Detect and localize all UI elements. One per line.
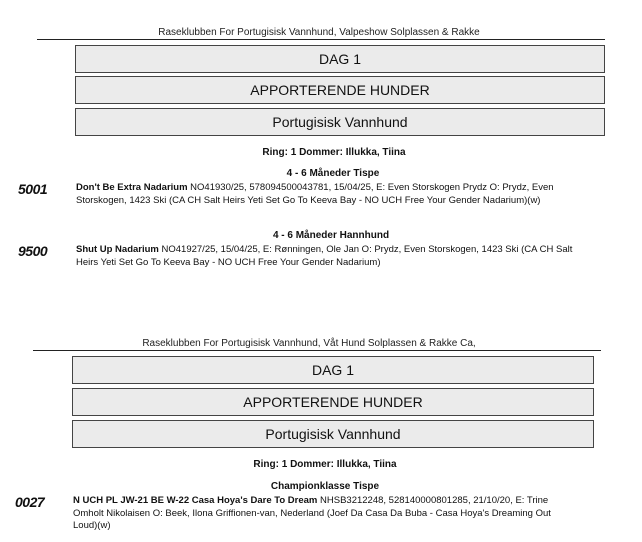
ring-judge-line: Ring: 1 Dommer: Illukka, Tiina <box>253 459 397 470</box>
class-title: 4 - 6 Måneder Hannhund <box>272 230 390 241</box>
group-banner: APPORTERENDE HUNDER <box>75 76 605 104</box>
class-title: 4 - 6 Måneder Tispe <box>286 168 380 179</box>
catalog-number: 0027 <box>15 494 45 510</box>
header-divider <box>33 350 601 351</box>
group-banner: APPORTERENDE HUNDER <box>72 388 594 416</box>
entry-description <box>76 244 576 269</box>
catalog-number: 5001 <box>18 181 48 197</box>
ring-judge-line: Ring: 1 Dommer: Illukka, Tiina <box>262 147 406 158</box>
catalog-number: 9500 <box>18 243 48 259</box>
class-title: Championklasse Tispe <box>270 481 380 492</box>
header-divider <box>37 39 605 40</box>
dog-details: NO41930/25, 578094500043781, 15/04/25, E: Even Storskogen Prydz O: Prydz, Even Storskogen, 1423 Ski (CA CH Salt Heirs Yeti Set Go To Keeva Bay - NO UCH Free Your Gender Nadarium)(w) <box>76 182 554 206</box>
breed-banner: Portugisisk Vannhund <box>75 108 605 136</box>
day-banner: DAG 1 <box>75 45 605 73</box>
dog-name: Don't Be Extra Nadarium <box>76 182 188 193</box>
dog-details: NO41927/25, 15/04/25, E: Rønningen, Ole Jan O: Prydz, Even Storskogen, 1423 Ski (CA CH Salt Heirs Yeti Set Go To Keeva Bay - NO UCH Free Your Gender Nadarium) <box>76 244 573 268</box>
entry-description <box>73 495 573 533</box>
breed-banner: Portugisisk Vannhund <box>72 420 594 448</box>
club-header: Raseklubben For Portugisisk Vannhund, Valpeshow Solplassen & Rakke <box>158 27 480 38</box>
day-banner: DAG 1 <box>72 356 594 384</box>
dog-name: Shut Up Nadarium <box>76 244 159 255</box>
dog-name: N UCH PL JW-21 BE W-22 Casa Hoya's Dare To Dream <box>73 495 318 506</box>
entry-description <box>76 182 576 207</box>
club-header: Raseklubben For Portugisisk Vannhund, Våt Hund Solplassen & Rakke Ca, <box>142 338 476 349</box>
dog-details: NHSB3212248, 528140000801285, 21/10/20, E: Trine Omholt Nikolaisen O: Beek, Ilona Griffionen-van, Nederland (Joef Da Casa Da Buba - Casa Hoya's Dreaming Out Loud)(w) <box>73 495 551 531</box>
